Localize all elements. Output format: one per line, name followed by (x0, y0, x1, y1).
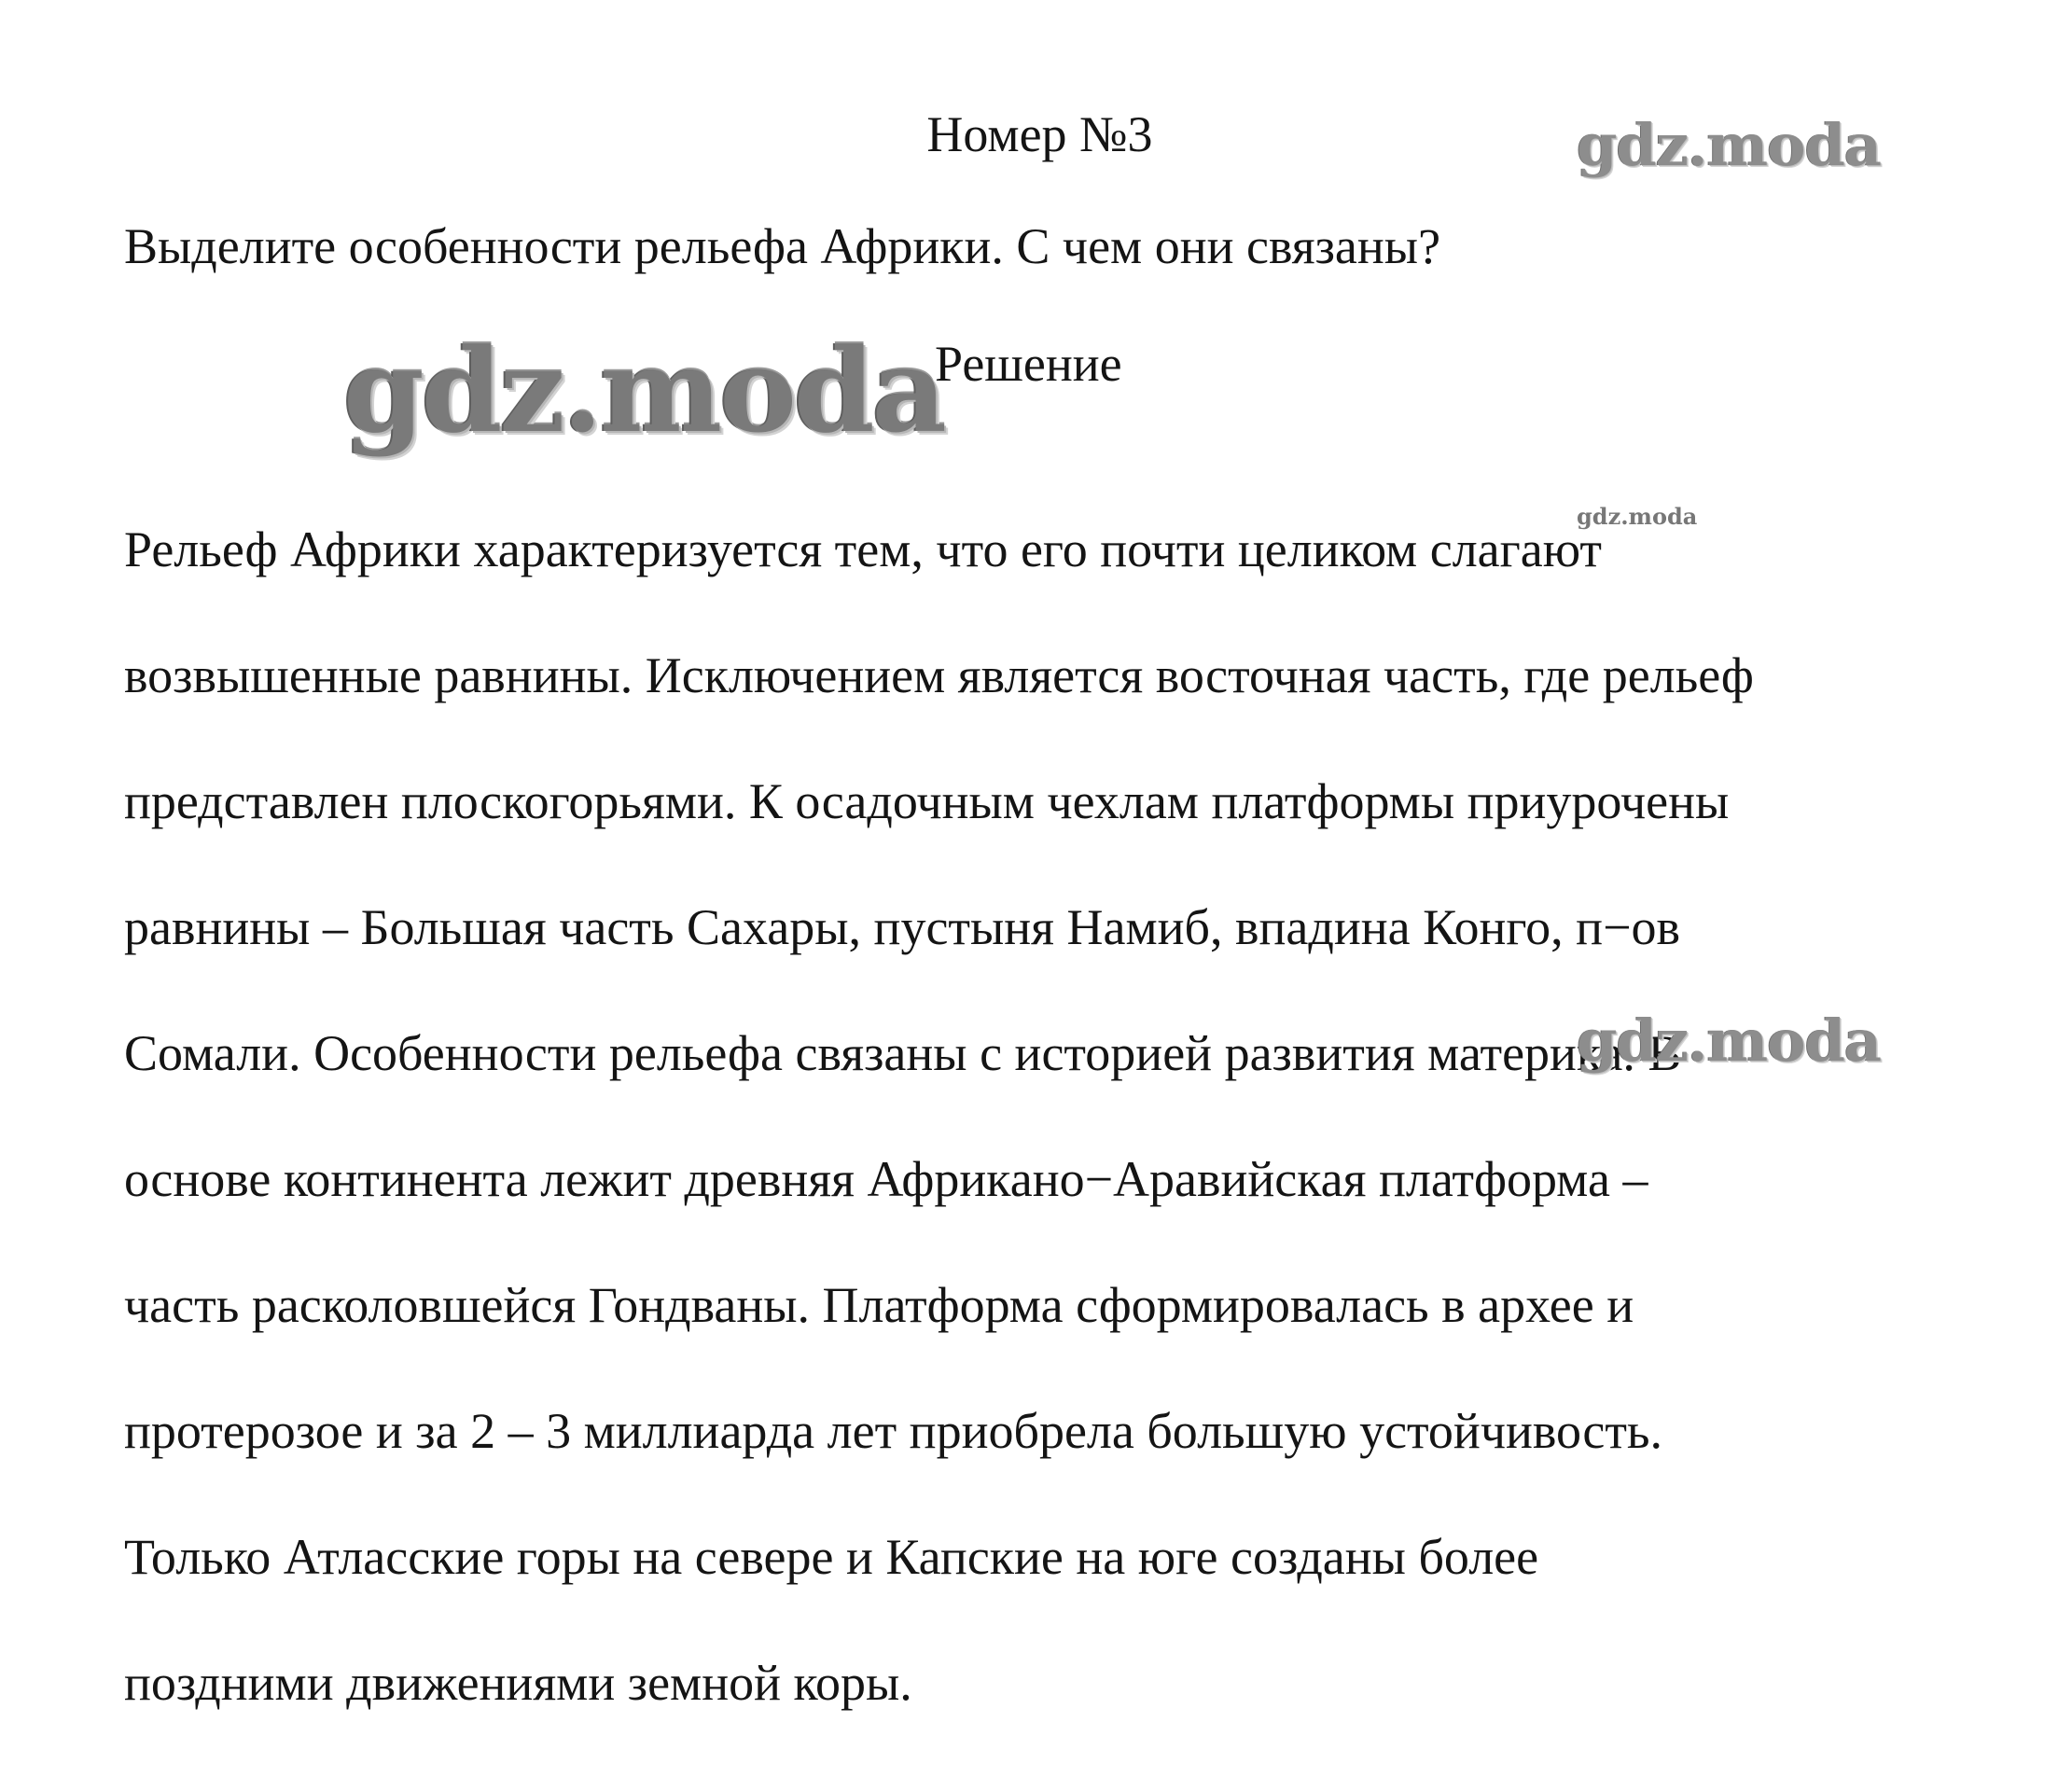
answer-text (124, 455, 1990, 1778)
answer-line: Сомали. Особенности рельефа связаны с историей развития материка. В (124, 1024, 1682, 1081)
answer-line: представлен плоскогорьями. К осадочным чехлам платформы приурочены (124, 772, 1730, 829)
answer-line: Только Атласские горы на севере и Капские на юге созданы более (124, 1528, 1539, 1585)
page-title: Номер №3 (926, 106, 1153, 162)
answer-line: возвышенные равнины. Исключением является восточная часть, где рельеф (124, 646, 1754, 703)
answer-line: Рельеф Африки характеризуется тем, что его почти целиком слагают (124, 521, 1602, 577)
answer-line: часть расколовшейся Гондваны. Платформа сформировалась в архее и (124, 1276, 1634, 1333)
watermark-logo-top: gdz.moda (1577, 111, 1881, 179)
answer-line: протерозое и за 2 – 3 миллиарда лет приобрела большую устойчивость. (124, 1402, 1663, 1459)
watermark-logo-large: gdz.moda (343, 324, 944, 459)
solution-heading: Решение (935, 336, 1122, 392)
answer-line: равнины – Большая часть Сахары, пустыня Намиб, впадина Конго, п−ов (124, 898, 1681, 955)
answer-line: поздними движениями земной коры. (124, 1654, 912, 1711)
watermark-logo-bottom: gdz.moda (1577, 1007, 1881, 1075)
watermark-logo-small: gdz.moda (1577, 503, 1698, 530)
question-text: Выделите особенности рельефа Африки. С чем они связаны? (124, 218, 1441, 274)
answer-line: основе континента лежит древняя Африкано−Аравийская платформа – (124, 1150, 1648, 1207)
